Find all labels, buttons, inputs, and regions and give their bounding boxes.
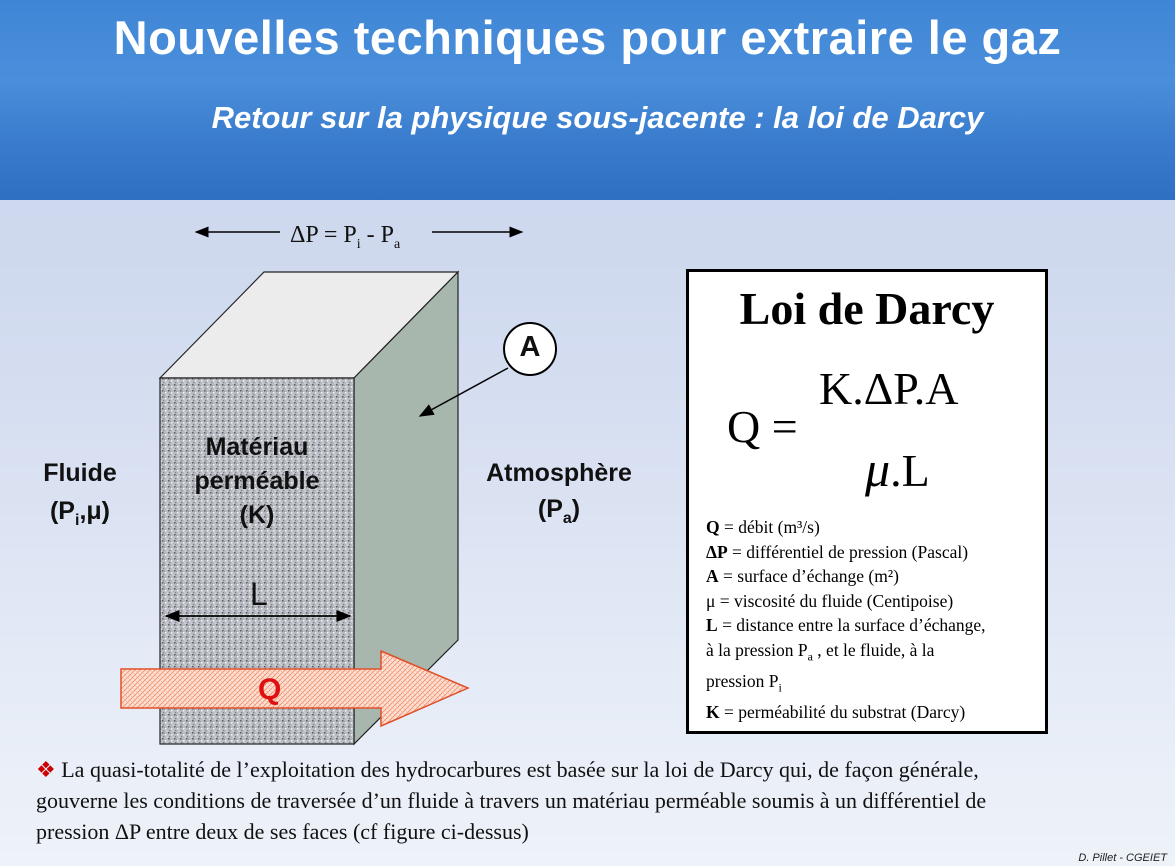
darcy-title: Loi de Darcy: [739, 283, 995, 334]
explanation-paragraph: ❖ La quasi-totalité de l’exploitation des hydrocarbures est basée sur la loi de Darcy qui, de façon générale, gouverne les conditions de traversée d’un fluide à travers un matériau perméable soumis à un différentiel de pression ΔP entre deux de ses faces (cf figure ci-dessus): [36, 757, 987, 844]
author-credit: D. Pillet - CGEIET: [1078, 852, 1167, 864]
atmosphere-label: Atmosphère $(P_a)$: [486, 459, 632, 527]
legend-item-l-cont1: à la pression $P_a$ , et le fluide, à la: [706, 639, 935, 664]
material-label: Matériau perméable (K): [194, 433, 320, 529]
legend-item-l-cont2: pression $P_i$: [706, 671, 782, 695]
length-label: L: [250, 576, 268, 612]
legend-item-mu: μ = viscosité du fluide (Centipoise): [706, 590, 954, 611]
fluid-label: Fluide $(P_i,\mu)$: [43, 459, 117, 529]
flow-label: Q: [258, 673, 282, 706]
formula-numerator: K.ΔP.A: [819, 363, 959, 414]
legend-item-delta-p: ΔP = différentiel de pression (Pascal): [706, 541, 969, 562]
legend-item-q: Q = débit (m³/s): [706, 517, 820, 537]
formula-lhs: Q =: [727, 401, 798, 452]
area-marker-label: A: [519, 331, 541, 363]
formula-denominator: μ.L: [865, 441, 930, 497]
darcy-law-box: [686, 269, 1048, 734]
darcy-legend: [706, 515, 986, 725]
slide-title: Nouvelles techniques pour extraire le gaz: [113, 11, 1062, 64]
slide-subtitle: Retour sur la physique sous-jacente : la loi de Darcy: [211, 100, 984, 135]
legend-item-k: K = perméabilité du substrat (Darcy): [706, 702, 966, 723]
delta-p-label: $\Delta P = P_i - P_a$: [290, 222, 401, 252]
bullet-icon: ❖: [36, 757, 56, 782]
legend-item-l: L = distance entre la surface d’échange,: [706, 615, 986, 636]
legend-item-a: A = surface d’échange (m²): [706, 566, 899, 587]
